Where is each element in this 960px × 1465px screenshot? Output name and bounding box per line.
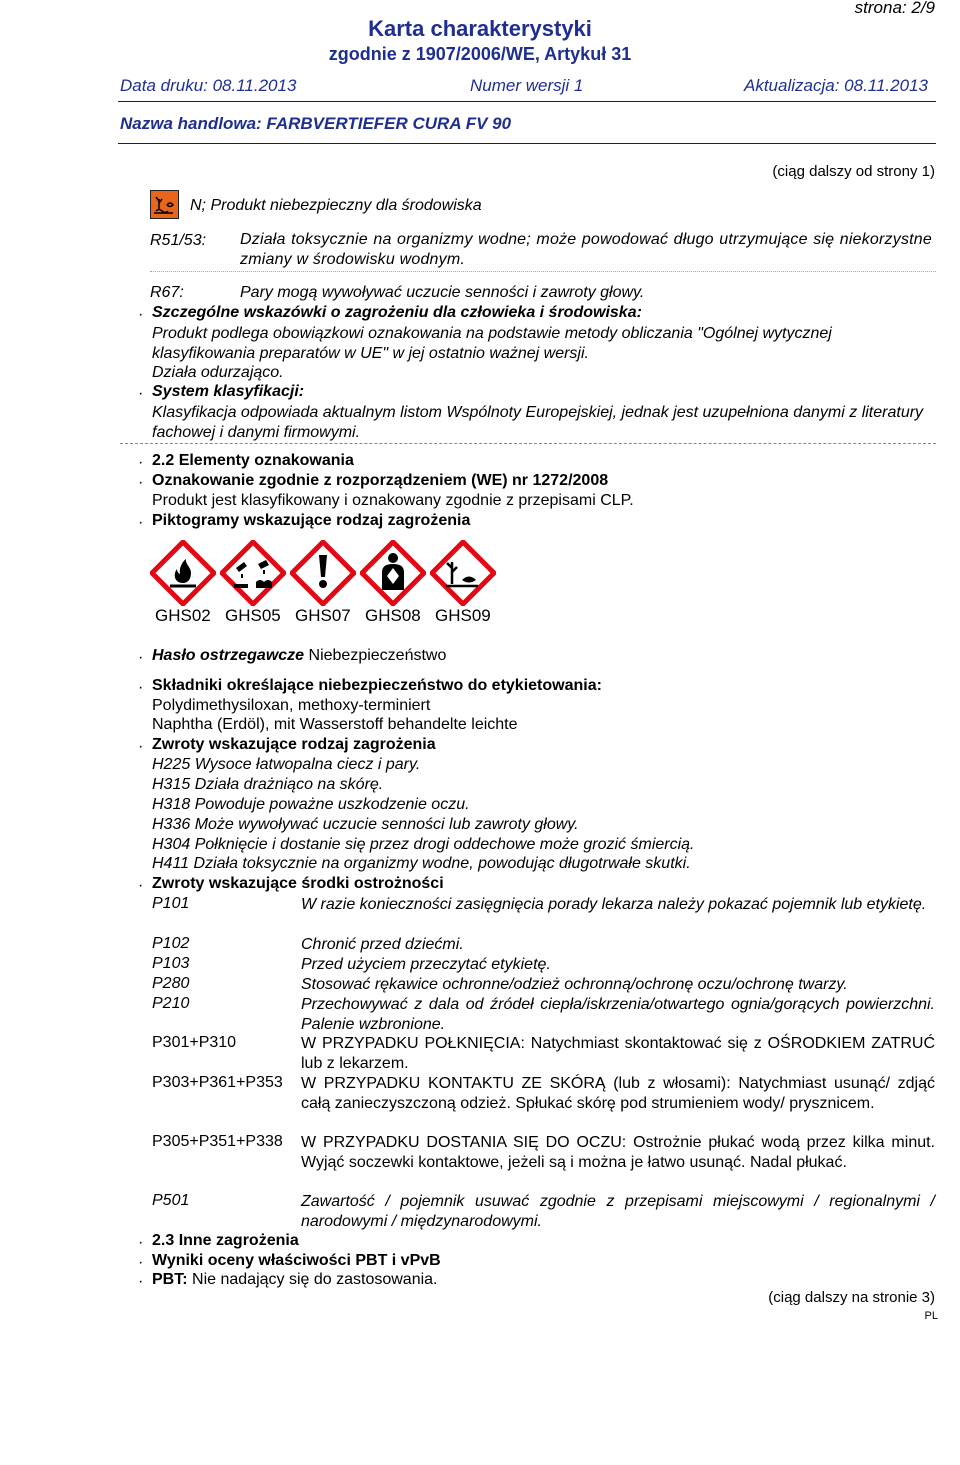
- pbt-heading: Wyniki oceny właściwości PBT i vPvB: [152, 1252, 441, 1269]
- bullet-dot: ·: [138, 385, 144, 402]
- labelling-heading: Oznakowanie zgodnie z rozporządzeniem (WE) nr 1272/2008: [152, 472, 609, 489]
- p-code: P101: [152, 895, 190, 912]
- p-text: Stosować rękawice ochronne/odzież ochronną/ochronę oczu/ochronę twarzy.: [301, 976, 848, 993]
- pbt-line: [152, 1271, 438, 1289]
- classification-heading: System klasyfikacji:: [152, 383, 305, 400]
- flame-icon: [150, 540, 216, 606]
- r-phrase-code: R67:: [150, 284, 184, 301]
- document-subtitle: zgodnie z 1907/2006/WE, Artykuł 31: [328, 44, 632, 64]
- ghs-code: GHS05: [225, 606, 281, 625]
- signal-word-line: [152, 647, 446, 665]
- special-text: Produkt podlega obowiązkowi oznakowania na podstawie metody obliczania "Ogólnej wytycznej klasyfikowania preparatów w UE" w jej ostatnio ważnej wersji.: [152, 325, 832, 362]
- dashed-divider: [120, 443, 936, 444]
- h-statement: H304 Połknięcie i dostanie się przez drogi oddechowe może grozić śmiercią.: [152, 836, 695, 853]
- environment-icon: [430, 540, 496, 606]
- p-text: Zawartość / pojemnik usuwać zgodnie z przepisami miejscowymi / regionalnymi / narodowymi / międzynarodowymi.: [301, 1193, 935, 1230]
- header-rule: [118, 101, 936, 102]
- bullet-dot: ·: [138, 1254, 144, 1271]
- p-code: P103: [152, 955, 190, 972]
- corrosion-icon: [220, 540, 286, 606]
- pbt-label: PBT:: [152, 1271, 188, 1288]
- p-text: Chronić przed dziećmi.: [301, 936, 464, 953]
- bullet-dot: ·: [138, 738, 144, 755]
- h-statements-heading: Zwroty wskazujące rodzaj zagrożenia: [152, 736, 436, 753]
- bullet-dot: ·: [138, 679, 144, 696]
- continued-from: (ciąg dalszy od strony 1): [772, 163, 935, 180]
- ghs-code: GHS07: [295, 606, 351, 625]
- p-text: W PRZYPADKU POŁKNIĘCIA: Natychmiast skontaktować się z OŚRODKIEM ZATRUĆ lub z lekarzem.: [301, 1035, 935, 1072]
- section-2-2-heading: 2.2 Elementy oznakowania: [152, 452, 354, 469]
- special-text-2: Działa odurzająco.: [152, 364, 284, 381]
- components-heading: Składniki określające niebezpieczeństwo do etykietowania:: [152, 677, 602, 694]
- ghs-code: GHS09: [435, 606, 491, 625]
- h-statement: H315 Działa drażniąco na skórę.: [152, 776, 384, 793]
- special-heading: Szczególne wskazówki o zagrożeniu dla człowieka i środowiska:: [152, 304, 642, 321]
- p-text: W PRZYPADKU KONTAKTU ZE SKÓRĄ (lub z włosami): Natychmiast usunąć/ zdjąć całą zanieczyszczoną odzież. Spłukać skórę pod strumieniem wody/ prysznicem.: [301, 1075, 935, 1112]
- signal-word-label: Hasło ostrzegawcze: [152, 647, 305, 664]
- bullet-dot: ·: [138, 649, 144, 666]
- update-date: Aktualizacja: 08.11.2013: [744, 76, 928, 95]
- h-statement: H336 Może wywoływać uczucie senności lub zawroty głowy.: [152, 816, 579, 833]
- h-statement: H225 Wysoce łatwopalna ciecz i pary.: [152, 756, 421, 773]
- environment-hazard-icon: [150, 190, 179, 219]
- document-title: Karta charakterystyki: [368, 16, 592, 41]
- print-date: Data druku: 08.11.2013: [120, 76, 297, 95]
- language-code: PL: [924, 1310, 938, 1322]
- pbt-text: Nie nadający się do zastosowania.: [192, 1271, 438, 1288]
- p-code: P102: [152, 935, 190, 952]
- health-hazard-icon: [360, 540, 426, 606]
- signal-word: Niebezpieczeństwo: [308, 647, 447, 664]
- p-text: Przed użyciem przeczytać etykietę.: [301, 956, 551, 973]
- ghs-code: GHS08: [365, 606, 421, 625]
- bullet-dot: ·: [138, 474, 144, 491]
- continued-to: (ciąg dalszy na stronie 3): [768, 1289, 935, 1306]
- p-text: W razie konieczności zasięgnięcia porady lekarza należy pokazać pojemnik lub etykietę.: [301, 896, 927, 913]
- header-rule-bottom: [118, 143, 936, 144]
- r-phrase-text: Pary mogą wywoływać uczucie senności i zawroty głowy.: [240, 284, 645, 301]
- bullet-dot: ·: [138, 514, 144, 531]
- bullet-dot: ·: [138, 454, 144, 471]
- r-phrase-code: R51/53:: [150, 232, 207, 249]
- exclamation-icon: [290, 540, 356, 606]
- p-statements-heading: Zwroty wskazujące środki ostrożności: [152, 875, 444, 892]
- page-number: strona: 2/9: [854, 0, 935, 17]
- h-statement: H411 Działa toksycznie na organizmy wodne, powodując długotrwałe skutki.: [152, 855, 691, 872]
- bullet-dot: ·: [138, 1234, 144, 1251]
- classification-text: Klasyfikacja odpowiada aktualnym listom Wspólnoty Europejskiej, jednak jest uzupełniona danymi z literatury fachowej i danymi firmowymi.: [152, 404, 924, 441]
- version-number: Numer wersji 1: [470, 76, 584, 95]
- bullet-dot: ·: [138, 306, 144, 323]
- trade-name: Nazwa handlowa: FARBVERTIEFER CURA FV 90: [120, 114, 512, 133]
- p-code: P305+P351+P338: [152, 1133, 283, 1150]
- component-item: Polydimethysiloxan, methoxy-terminiert: [152, 697, 431, 714]
- p-text: Przechowywać z dala od źródeł ciepła/iskrzenia/otwartego ognia/gorących powierzchni. Palenie wzbronione.: [301, 996, 935, 1033]
- p-code: P501: [152, 1192, 190, 1209]
- r-phrase-text: Działa toksycznie na organizmy wodne; może powodować długo utrzymujące się niekorzystne zmiany w środowisku wodnym.: [240, 231, 932, 268]
- dotted-divider: [150, 271, 936, 272]
- h-statement: H318 Powoduje poważne uszkodzenie oczu.: [152, 796, 470, 813]
- p-code: P303+P361+P353: [152, 1074, 283, 1091]
- p-code: P210: [152, 995, 190, 1012]
- bullet-dot: ·: [138, 877, 144, 894]
- ghs-code: GHS02: [155, 606, 211, 625]
- p-code: P301+P310: [152, 1034, 237, 1051]
- bullet-dot: ·: [138, 1273, 144, 1290]
- section-2-3-heading: 2.3 Inne zagrożenia: [152, 1232, 299, 1249]
- pictograms-heading: Piktogramy wskazujące rodzaj zagrożenia: [152, 512, 471, 529]
- p-text: W PRZYPADKU DOSTANIA SIĘ DO OCZU: Ostrożnie płukać wodą przez kilka minut. Wyjąć soczewki kontaktowe, jeżeli są i można je łatwo usunąć. Nadal płukać.: [301, 1134, 935, 1171]
- component-item: Naphtha (Erdöl), mit Wasserstoff behandelte leichte: [152, 716, 518, 733]
- p-code: P280: [152, 975, 190, 992]
- env-hazard-text: N; Produkt niebezpieczny dla środowiska: [190, 197, 482, 214]
- labelling-text: Produkt jest klasyfikowany i oznakowany zgodnie z przepisami CLP.: [152, 492, 634, 509]
